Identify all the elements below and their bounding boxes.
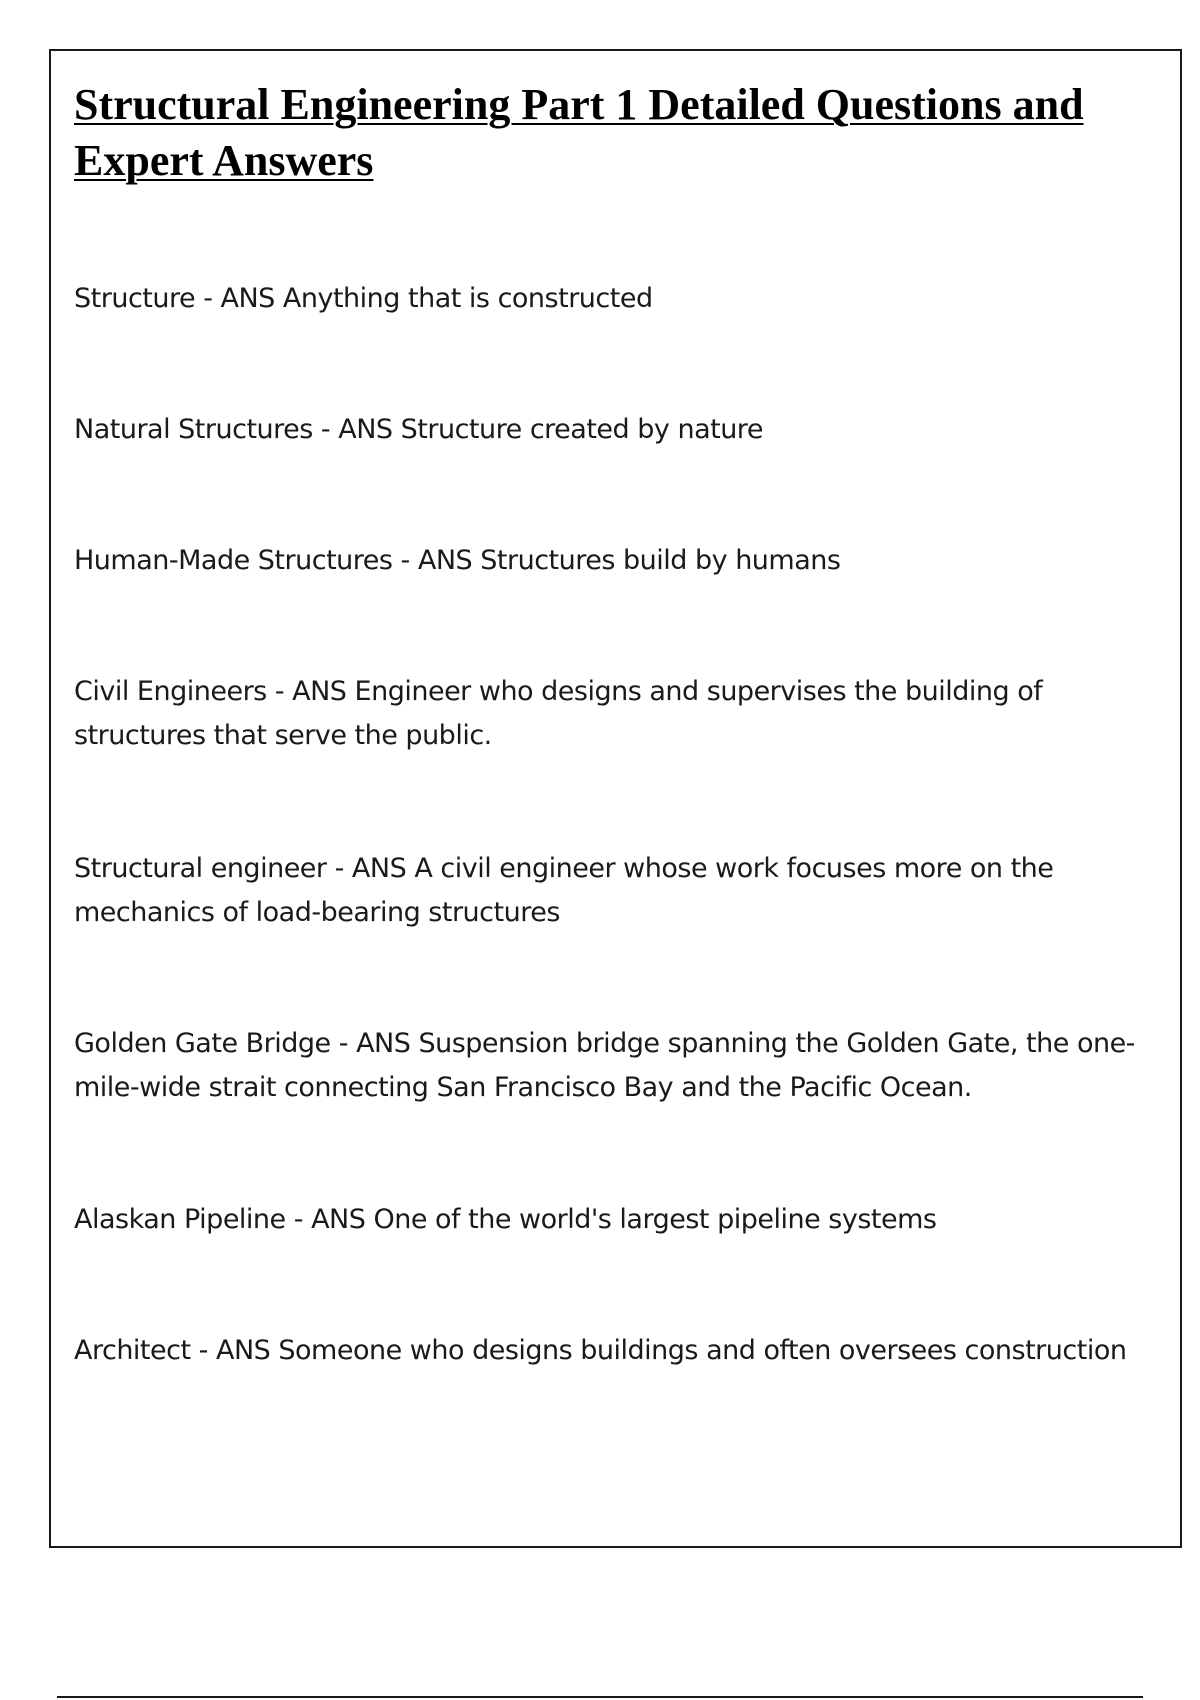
entry-answer: A civil engineer whose work focuses more on the mechanics of load-bearing structures bbox=[74, 853, 1054, 928]
entry-separator: - ANS bbox=[285, 1204, 374, 1235]
entry-answer: Structure created by nature bbox=[400, 414, 763, 445]
qa-entry bbox=[74, 670, 1164, 758]
footer-divider bbox=[57, 1696, 1143, 1698]
entry-term: Structural engineer bbox=[74, 853, 327, 884]
entry-separator: - ANS bbox=[330, 1028, 419, 1059]
entry-term: Human-Made Structures bbox=[74, 545, 393, 576]
entry-term: Architect bbox=[74, 1335, 191, 1366]
entry-separator: - ANS bbox=[312, 414, 401, 445]
document-frame bbox=[49, 49, 1182, 1548]
entry-term: Civil Engineers bbox=[74, 676, 267, 707]
entry-answer: Engineer who designs and supervises the building of structures that serve the public. bbox=[74, 676, 1043, 751]
entry-answer: Anything that is constructed bbox=[282, 283, 653, 314]
entry-answer: Suspension bridge spanning the Golden Gate, the one-mile-wide strait connecting San Francisco Bay and the Pacific Ocean. bbox=[74, 1028, 1135, 1103]
entry-term: Structure bbox=[74, 283, 196, 314]
entry-separator: - ANS bbox=[326, 853, 415, 884]
qa-entry bbox=[74, 1022, 1164, 1110]
entry-term: Natural Structures bbox=[74, 414, 313, 445]
entry-separator: - ANS bbox=[190, 1335, 279, 1366]
entry-separator: - ANS bbox=[266, 676, 355, 707]
entry-separator: - ANS bbox=[195, 283, 283, 314]
document-title: Structural Engineering Part 1 Detailed Questions and Expert Answers bbox=[74, 80, 1084, 185]
qa-entry bbox=[74, 1329, 1164, 1373]
entry-separator: - ANS bbox=[392, 545, 481, 576]
qa-entry bbox=[74, 277, 1164, 321]
entry-answer: Structures build by humans bbox=[480, 545, 841, 576]
qa-entry bbox=[74, 1198, 1164, 1242]
qa-entry bbox=[74, 539, 1164, 583]
entry-term: Alaskan Pipeline bbox=[74, 1204, 286, 1235]
entry-term: Golden Gate Bridge bbox=[74, 1028, 331, 1059]
entry-answer: One of the world's largest pipeline systems bbox=[373, 1204, 937, 1235]
qa-entry bbox=[74, 847, 1164, 935]
qa-entry bbox=[74, 408, 1164, 452]
entry-answer: Someone who designs buildings and often oversees construction bbox=[278, 1335, 1127, 1366]
